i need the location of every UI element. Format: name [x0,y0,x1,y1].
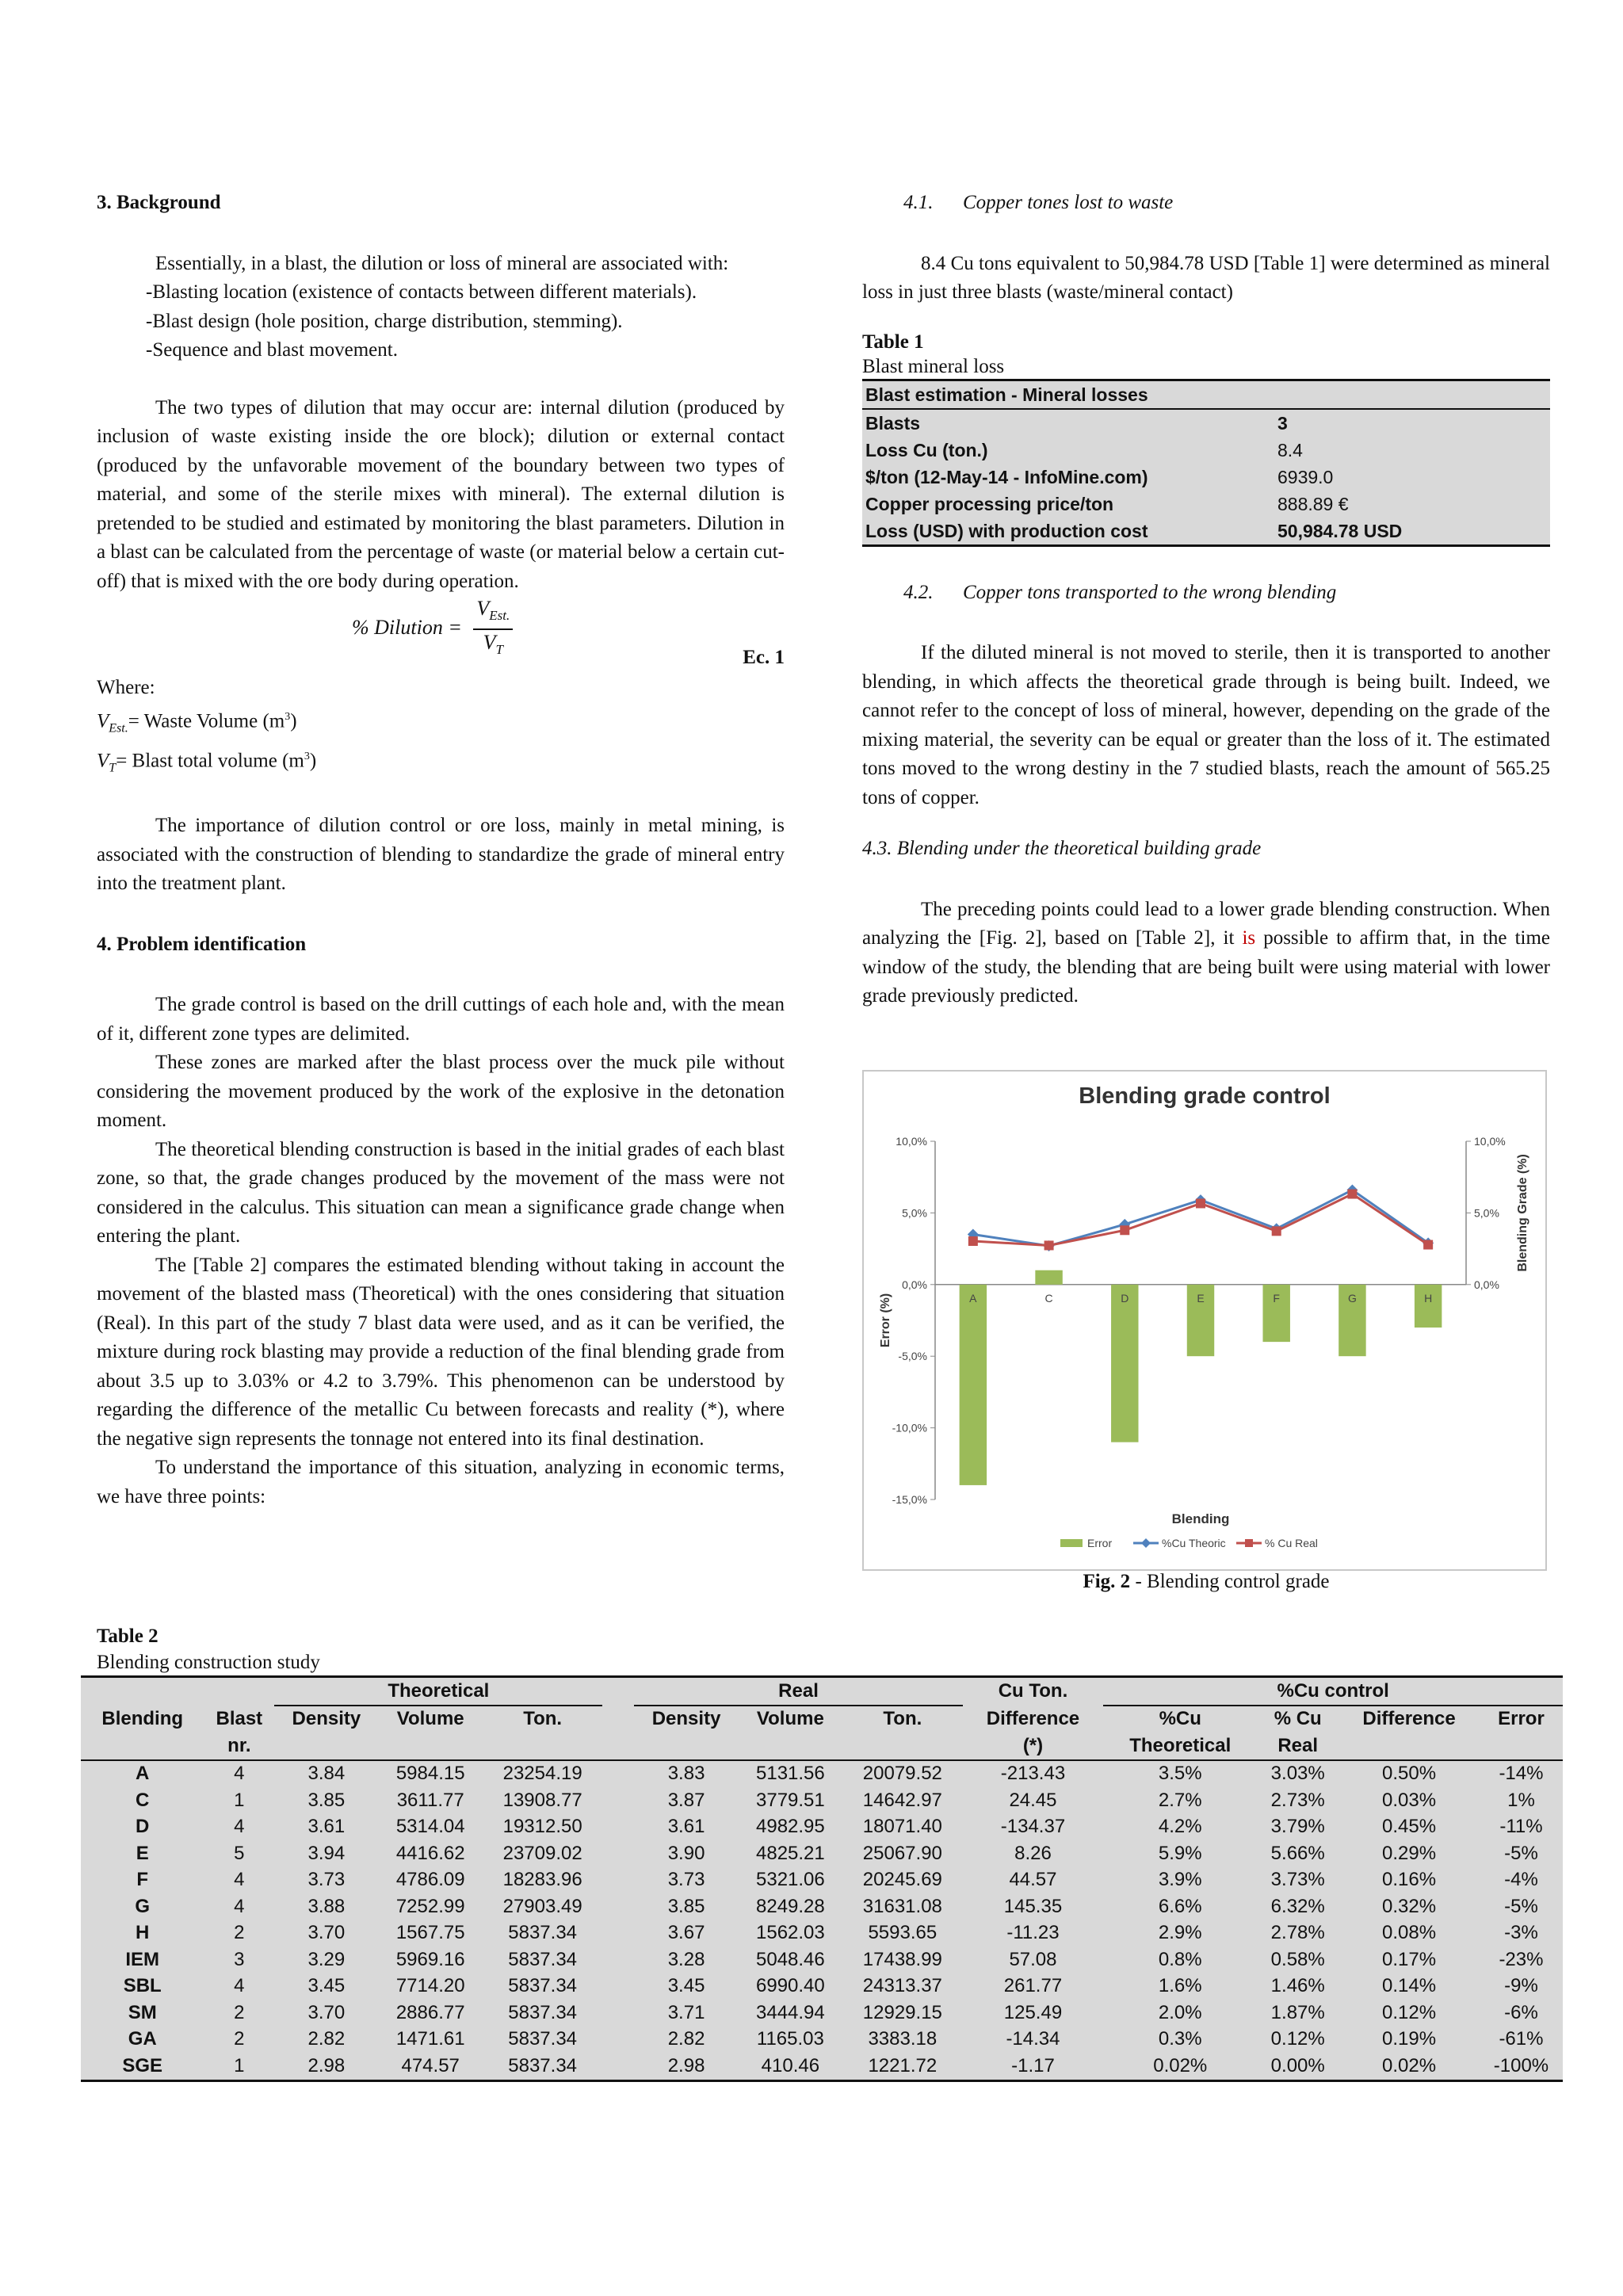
table-cell: 3.45 [307,1975,346,1997]
table-cell: 3.90 [667,1842,705,1864]
section-4-2-paragraph: If the diluted mineral is not moved to sterile, then it is transported to another blending, in which affects the theoretical grade through is being built. Indeed, we cannot refer to the concept of loss of mineral, however, depending on the grade of the mixing material, the severity can be equal or greater than the loss of it. The estimated tons moved to the wrong destiny in the 7 studied blasts, reach the amount of 565.25 tons of copper. [862,642,1550,808]
figure-2-caption: Fig. 2 - Blending control grade [1083,1571,1330,1592]
table-cell: 3.84 [307,1763,346,1785]
list-item: -Blast design (hole position, charge distribution, stemming). [146,310,623,332]
legend-error-label: Error [1087,1537,1113,1549]
table-cell: 7252.99 [395,1895,465,1917]
table-cell: 3 [234,1948,245,1970]
table-row [81,1973,1563,2000]
cu-real-point [1044,1240,1054,1250]
table-cell: -3% [1504,1922,1538,1944]
table-cell: 1567.75 [395,1922,465,1944]
dilution-equation [97,596,785,668]
table-cell: 31631.08 [862,1895,942,1917]
table-cell: -1.17 [963,2053,1104,2080]
table-cell: 5314.04 [395,1816,465,1838]
table-cell: 2.73% [1270,1789,1325,1811]
table-cell: 8249.28 [756,1895,825,1917]
where-item: $V_{Est.}=$ Waste Volume $(m^3)$ [97,709,297,735]
header-cu-control: %Cu control [1103,1677,1563,1706]
table-cell: 0.3% [1158,2028,1202,2050]
header-blast: Blast [216,1707,263,1729]
header-ton: Ton. [523,1708,563,1730]
table-cell: -14% [1499,1763,1544,1785]
table-cell: 2886.77 [395,2001,465,2023]
table-cell: 3.28 [667,1948,705,1970]
table-cell: 4 [234,1816,245,1838]
table-cell: 0.08% [1382,1922,1437,1944]
error-bar-d [1111,1285,1138,1442]
y-tick-label: 0,0% [902,1278,927,1291]
table-cell: 3.85 [307,1789,346,1811]
row-label: G [135,1895,151,1917]
table-cell: 5837.34 [483,2053,603,2080]
row-label: SGE [81,2053,204,2080]
table-cell: 3.79% [1270,1816,1325,1838]
section-4-2-title: 4.2. Copper tons transported to the wrong blending [903,581,1337,603]
table-row [81,1893,1563,1920]
table-cell: 3444.94 [756,2001,825,2023]
table-cell: 5837.34 [508,1922,578,1944]
table-cell: 19312.50 [502,1816,582,1838]
table-cell: 2 [234,2001,245,2023]
table-cell: 5593.65 [868,1922,938,1944]
row-label: D [136,1816,150,1838]
table-cell: 5 [234,1842,245,1864]
table-cell: 2.98 [274,2053,378,2080]
table-1 [862,379,1550,547]
row-label: SBL [123,1975,162,1997]
table-cell: 0.19% [1382,2028,1437,2050]
table-cell: 4 [234,1869,245,1891]
importance-paragraph: The importance of dilution control or ore loss, mainly in metal mining, is associated with the construction of blending to standardize the grade of mineral entry into the treatment plant. [97,815,785,895]
table-cell: 2 [234,2028,245,2050]
table-cell: 0.02% [1103,2053,1257,2080]
equation-label: Ec. 1 [743,647,785,668]
factor-list [146,278,785,365]
where-item: $V_T=$ Blast total volume $(m^3)$ [97,750,317,775]
table-cell: -100% [1480,2053,1563,2080]
table-cell: 0.29% [1382,1842,1437,1864]
table-cell: 2.82 [307,2028,346,2050]
header-real: Real [634,1677,962,1706]
paragraph: The theoretical blending construction is based in the initial grades of each blast zone, so that, the grade changes produced by the movement of the mass were not considered in the calculus. This situation can mean a significance grade change when entering the plant. [97,1138,785,1247]
table-row [81,1760,1563,1788]
row-label: F [136,1869,149,1891]
table-cell: 20245.69 [862,1869,942,1891]
dilution-paragraph: The two types of dilution that may occur are: internal dilution (produced by inclusion of waste existing inside the ore block); dilution or external contact (produced by the unfavorable movement of the boundary between two types of material, and some of the sterile mixes with mineral). The external dilution is pretended to be studied and estimated by monitoring the blast parameters. Dilution in a blast can be calculated from the percentage of waste (or material below a certain cut-off) that is mixed with the ore body during operation. [97,396,785,592]
table-cell: 4786.09 [395,1869,465,1891]
row-label: A [136,1763,150,1785]
table-cell: 0.12% [1270,2028,1325,2050]
cu-real-point [968,1236,978,1246]
table-row [81,1920,1563,1947]
header-blending: Blending [101,1707,184,1729]
table-cell: 5969.16 [395,1948,465,1970]
x-tick-label: G [1347,1291,1357,1305]
table-cell: 6990.40 [756,1975,825,1997]
table-cell: 5837.34 [508,2028,578,2050]
y-tick-label: 5,0% [902,1206,927,1220]
x-tick-label: H [1424,1291,1433,1305]
header-cu-real: % Cu [1274,1708,1322,1730]
section-4-title: 4. Problem identification [97,933,307,955]
table-cell: -23% [1499,1948,1544,1970]
row-label: H [136,1922,150,1944]
table-cell: 18283.96 [502,1869,582,1891]
paragraph: The [Table 2] compares the estimated blending without taking in account the movement of the blasted mass (Theoretical) with the ones considering that situation (Real). In this part of the study 7 blast data were used, and as it can be verified, the mixture during rock blasting may provide a reduction of the final blending grade from about 3.5 up to 3.03% or 4.2 to 3.79%. This phenomenon can be understood by regarding the difference of the metallic Cu between forecasts and reality (*), where the negative sign represents the tonnage not entered into its final destination. [97,1254,785,1450]
header-density: Density [292,1708,361,1730]
table-cell: 3.88 [307,1895,346,1917]
table-cell: -6% [1504,2001,1538,2023]
table-cell: 3.73 [307,1869,346,1891]
table-cell: 2.9% [1158,1922,1202,1944]
y-axis-title: Error (%) [879,1293,892,1348]
section-3-intro: Essentially, in a blast, the dilution or loss of mineral are associated with: [155,252,729,274]
table-cell: 3.70 [307,1922,346,1944]
table-cell: 1 [234,1789,245,1811]
x-tick-label: F [1273,1291,1280,1305]
cu-real-point [1347,1190,1357,1199]
table-cell: 23709.02 [502,1842,582,1864]
table-cell: 18071.40 [862,1816,942,1838]
table-cell: 2.82 [667,2028,705,2050]
right-column [862,189,1550,1011]
table-row [81,2000,1563,2027]
table-row: Blasts 3 [865,412,1288,434]
table-cell: 2 [234,1922,245,1944]
row-label: C [136,1789,150,1811]
table-cell: 1471.61 [395,2028,465,2050]
row-label: SM [128,2001,157,2023]
y2-tick-label: 0,0% [1474,1278,1499,1291]
table-cell: 24.45 [1009,1789,1057,1811]
table-cell: 5837.34 [508,2001,578,2023]
section-4-1-paragraph: 8.4 Cu tons equivalent to 50,984.78 USD [Table 1] were determined as mineral loss in just three blasts (waste/mineral contact) [862,252,1550,303]
table-cell: -5% [1504,1895,1538,1917]
table-row [81,1867,1563,1894]
table-cell: 3.94 [307,1842,346,1864]
table-cell: 4 [234,1895,245,1917]
table-cell: 3.73 [667,1869,705,1891]
header-error: Error [1498,1708,1545,1730]
table-cell: 5.9% [1158,1842,1202,1864]
table-cell: 0.50% [1382,1763,1437,1785]
table-cell: 3611.77 [396,1789,464,1811]
table-cell: 4.2% [1158,1816,1202,1838]
table-2-caption [97,1623,320,1675]
table-cell: 5131.56 [756,1763,825,1785]
table-cell: 27903.49 [502,1895,582,1917]
table-cell: 5048.46 [756,1948,825,1970]
table-cell: 125.49 [1003,2001,1063,2023]
table-cell: 1.6% [1158,1975,1202,1997]
table-cell: 24313.37 [862,1975,942,1997]
table-cell: -11% [1499,1816,1543,1838]
table-1-label: Table 1 [862,330,924,353]
table-cell: 3.61 [307,1816,346,1838]
table-cell: 5984.15 [395,1763,465,1785]
table-cell: 14642.97 [862,1789,942,1811]
table-2 [81,1675,1563,2082]
y-tick-label: 10,0% [896,1135,927,1148]
table-cell: 0.03% [1382,1789,1437,1811]
y2-axis-title: Blending Grade (%) [1516,1154,1529,1272]
row-label: E [136,1842,149,1864]
equation-fraction: $\frac{V_{Est.}}{V_T}$ [473,596,513,663]
legend-real-label: % Cu Real [1265,1537,1318,1549]
header-volume: Volume [756,1708,824,1730]
table-header-row [81,1677,1563,1706]
table-row [81,2027,1563,2053]
paragraph: To understand the importance of this situation, analyzing in economic terms, we have three points: [97,1457,785,1507]
header-cu-ton: Cu Ton. [963,1677,1104,1706]
table-cell: 3.67 [667,1922,705,1944]
cu-real-point [1272,1226,1281,1236]
table-row [81,1787,1563,1814]
y2-tick-label: 10,0% [1474,1135,1506,1148]
table-cell: 23254.19 [502,1763,582,1785]
table-cell: 0.17% [1382,1948,1437,1970]
where-label: Where: [97,677,155,698]
table-cell: 261.77 [1003,1975,1063,1997]
table-cell: 3.70 [307,2001,346,2023]
x-tick-label: D [1121,1291,1129,1305]
table-cell: 57.08 [1009,1948,1057,1970]
y2-tick-label: 5,0% [1474,1206,1499,1220]
table-cell: -9% [1504,1975,1538,1997]
table-cell: -14.34 [1006,2028,1060,2050]
table-row: Copper processing price/ton 888.89 € [865,493,1349,514]
table-cell: 3.45 [667,1975,705,1997]
table-cell: 13908.77 [502,1789,582,1811]
table-cell: 0.32% [1382,1895,1437,1917]
table-cell: 3.5% [1158,1763,1202,1785]
table-cell: 3.85 [667,1895,705,1917]
table-row: $/ton (12-May-14 - InfoMine.com) 6939.0 [865,466,1334,487]
y-tick-label: -10,0% [892,1421,927,1435]
table-cell: 1562.03 [756,1922,825,1944]
table-cell: 3.71 [667,2001,705,2023]
table-cell: 0.58% [1270,1948,1325,1970]
table-cell: 1.87% [1270,2001,1325,2023]
table-cell: 145.35 [1003,1895,1063,1917]
chart-svg [864,1072,1545,1569]
x-axis-title: Blending [1171,1511,1230,1526]
legend-error-swatch [1060,1539,1083,1547]
table-cell: 474.57 [379,2053,483,2080]
table-cell: 0.8% [1158,1948,1202,1970]
y-tick-label: -5,0% [898,1350,927,1363]
table-1-caption [862,330,1550,379]
legend-theoric-label: %Cu Theoric [1162,1537,1226,1549]
table-cell: 1.46% [1270,1975,1325,1997]
table-cell: 4825.21 [756,1842,825,1864]
table-row [81,1946,1563,1973]
section-4-3-paragraph: The preceding points could lead to a lower grade blending construction. When analyzing the [Fig. 2], based on [Table 2], it is possible to affirm that, in the time window of the study, the blending that are being built were using material with lower grade previously predicted. [862,898,1550,1007]
table-cell: 3.87 [667,1789,705,1811]
table-cell: 4982.95 [756,1816,825,1838]
table-cell: 0.02% [1338,2053,1480,2080]
table-cell: 7714.20 [395,1975,465,1997]
table-cell: 3.73% [1270,1869,1325,1891]
table-row [81,2053,1563,2080]
table-cell: 4 [234,1763,245,1785]
table-cell: -11.23 [1006,1922,1060,1944]
table-cell: 410.46 [739,2053,842,2080]
table-cell: -61% [1499,2028,1544,2050]
header-cu-theoretical: %Cu [1159,1708,1201,1730]
header-difference: Difference [986,1707,1080,1729]
paragraph: The grade control is based on the drill cuttings of each hole and, with the mean of it, different zone types are delimited. [97,994,785,1045]
table-cell: 2.98 [634,2053,738,2080]
table-cell: 0.00% [1257,2053,1338,2080]
table-cell: 1 [204,2053,274,2080]
table-cell: 3.83 [667,1763,705,1785]
table-cell: -213.43 [1000,1763,1066,1785]
list-item: -Blasting location (existence of contacts between different materials). [146,281,697,303]
table-cell: 4416.62 [395,1842,465,1864]
table-row: Loss (USD) with production cost 50,984.78 USD [862,518,1550,546]
table-cell: 2.78% [1270,1922,1325,1944]
table-cell: 1165.03 [756,2028,824,2050]
table-cell: 0.16% [1382,1869,1437,1891]
list-item: -Sequence and blast movement. [146,339,398,361]
header-ton: Ton. [883,1708,922,1730]
table-cell: 5837.34 [508,1948,578,1970]
x-tick-label: E [1197,1291,1205,1305]
table-1-title: Blast mineral loss [862,355,1005,377]
legend-theoric-marker [1141,1538,1151,1548]
table-header-row [81,1706,1563,1733]
table-cell: 5321.06 [756,1869,825,1891]
table-cell: 0.45% [1382,1816,1437,1838]
table-cell: 44.57 [1009,1869,1057,1891]
table-cell: 6.6% [1158,1895,1202,1917]
table-cell: 17438.99 [862,1948,942,1970]
table-row: Loss Cu (ton.) 8.4 [865,439,1303,460]
cu-real-point [1196,1198,1205,1208]
where-block [97,674,785,783]
table-cell: 25067.90 [862,1842,942,1864]
table-2-label: Table 2 [97,1626,158,1647]
legend-real-marker [1245,1539,1253,1547]
table-cell: 2.0% [1158,2001,1202,2023]
table-cell: 3.61 [667,1816,705,1838]
table-cell: 5837.34 [508,1975,578,1997]
x-tick-label: C [1044,1291,1053,1305]
section-3-title: 3. Background [97,192,221,213]
table-cell: 1% [1507,1789,1535,1811]
table-cell: 3779.51 [756,1789,825,1811]
section-4-1-title: 4.1. Copper tones lost to waste [903,192,1174,213]
table-2-body [81,1760,1563,2081]
table-cell: 0.12% [1382,2001,1437,2023]
cu-real-point [1423,1240,1433,1250]
paragraph: These zones are marked after the blast process over the muck pile without considering the movement produced by the work of the explosive in the detonation moment. [97,1052,785,1132]
table-cell: 0.14% [1382,1975,1437,1997]
table-cell: 6.32% [1270,1895,1325,1917]
table-cell: 12929.15 [862,2001,942,2023]
header-theoretical: Theoretical [274,1677,602,1706]
table-cell: 3.03% [1270,1763,1325,1785]
cu-real-point [1120,1225,1129,1235]
table-cell: 8.26 [1014,1842,1052,1864]
table-cell: 3.9% [1158,1869,1202,1891]
table-cell: -134.37 [1000,1816,1066,1838]
header-density: Density [651,1708,721,1730]
left-column [97,189,785,1511]
table-cell: 3383.18 [868,2028,938,2050]
row-label: GA [128,2028,157,2050]
table-cell: -5% [1504,1842,1538,1864]
header-volume: Volume [396,1708,464,1730]
table-header-row: nr. (*) Theoretical Real [81,1733,1563,1760]
table-row [81,1814,1563,1841]
table-2-title: Blending construction study [97,1652,320,1673]
x-tick-label: A [969,1291,977,1305]
y-tick-label: -15,0% [892,1493,927,1506]
table-cell: 3.29 [307,1948,346,1970]
error-bar-c [1035,1270,1062,1285]
table-row [81,1840,1563,1867]
table-cell: 4 [234,1975,245,1997]
row-label: IEM [125,1948,160,1970]
table-cell: 2.7% [1158,1789,1202,1811]
error-bar-a [960,1285,987,1485]
table-cell: 5.66% [1270,1842,1325,1864]
header-cu-difference: Difference [1362,1708,1456,1730]
chart-title: Blending grade control [1079,1083,1331,1109]
table-1-header: Blast estimation - Mineral losses [862,380,1550,409]
blending-grade-chart [862,1070,1547,1571]
section-4-3-title: 4.3. Blending under the theoretical building grade [862,838,1262,859]
equation-lhs: % Dilution = [352,616,462,640]
table-cell: 1221.72 [842,2053,963,2080]
table-cell: 20079.52 [862,1763,942,1785]
table-cell: -4% [1504,1869,1538,1891]
